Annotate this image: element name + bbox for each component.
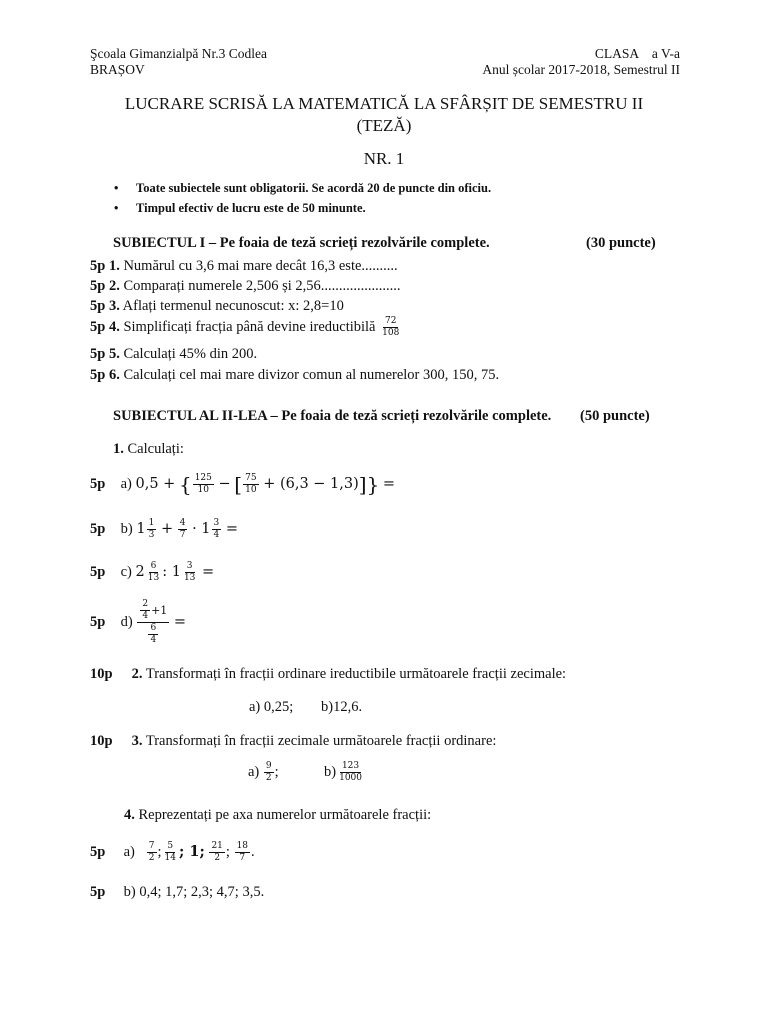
fraction: $\frac{18}{7}$ — [236, 841, 249, 863]
question-1c: 5p c) 2 $\frac{6}{13}$ : 1 $\frac{3}{13}$ = — [90, 561, 215, 583]
rule-item: • Toate subiectele sunt obligatorii. Se acordă 20 de puncte din oficiu. — [114, 181, 492, 195]
question-4: 4. Reprezentați pe axa numerelor următoarele fracții: — [124, 807, 432, 823]
question-4b: 5p b) 0,4; 1,7; 2,3; 4,7; 3,5. — [90, 884, 265, 900]
test-number: NR. 1 — [363, 149, 405, 168]
fraction: $\frac{7}{2}$ — [148, 841, 155, 863]
question-2: 10p 2. Transformați în fracții ordinare ireductibile următoarele fracții zecimale: — [90, 666, 567, 682]
rule-item: • Timpul efectiv de lucru este de 50 minunte. — [114, 201, 366, 215]
fraction: $\frac{3}{4}$ — [213, 518, 220, 540]
question-3-answer-b: b) $\frac{123}{1000}$ — [324, 761, 362, 783]
fraction: $\frac{5}{14}$ — [164, 841, 176, 863]
question-item: 5p 4. Simplificați fracția până devine ireductibilă $\frac{72}{108}$ — [90, 316, 400, 338]
school-name: Şcoala Gimanzialpă Nr.3 Codlea — [90, 46, 267, 61]
subject-1-title: SUBIECTUL I – Pe foaia de teză scrieți rezolvările complete. — [113, 235, 490, 251]
question-2-answer-a: a) 0,25; — [249, 699, 294, 715]
fraction: $\frac{75}{10}$ — [245, 473, 257, 495]
question-item: 5p 3. Aflați termenul necunoscut: x: 2,8=10 — [90, 298, 344, 314]
subject-1-points: (30 puncte) — [586, 235, 656, 251]
question-item: 5p 5. Calculați 45% din 200. — [90, 346, 258, 362]
question-1-heading: 1. Calculați: — [113, 441, 184, 457]
compound-fraction: $\frac{2}{4}$ +1 $\frac{6}{4}$ — [137, 600, 169, 645]
subject-2-title: SUBIECTUL AL II-LEA – Pe foaia de teză scrieți rezolvările complete. — [113, 408, 552, 424]
bracket-close-icon: ] — [358, 472, 367, 497]
fraction: $\frac{123}{1000}$ — [339, 761, 362, 783]
question-1d: 5p d) $\frac{2}{4}$ +1 $\frac{6}{4}$ = — [90, 599, 187, 645]
question-3: 10p 3. Transformați în fracții zecimale următoarele fracții ordinare: — [90, 733, 497, 749]
fraction: $\frac{9}{2}$ — [265, 761, 272, 783]
page-subtitle: (TEZĂ) — [356, 116, 412, 135]
class-label: CLASA a V-a — [594, 46, 680, 61]
fraction: $\frac{3}{13}$ — [183, 561, 196, 583]
fraction: $\frac{1}{3}$ — [148, 518, 155, 540]
brace-open-icon: { — [178, 472, 192, 497]
question-3-answer-a: a) $\frac{9}{2}$ ; — [248, 761, 279, 783]
question-1a: 5p a) 0,5 + { $\frac{125}{10}$ − [ $\frac{75}{10}$ + (6,3 − 1,3)]} = — [90, 472, 396, 497]
page-title: LUCRARE SCRISĂ LA MATEMATICĂ LA SFÂRȘIT DE SEMESTRU II — [124, 94, 644, 113]
question-2-answer-b: b)12,6. — [321, 699, 363, 715]
school-city: BRAȘOV — [90, 62, 145, 77]
question-item: 5p 6. Calculați cel mai mare divizor comun al numerelor 300, 150, 75. — [90, 367, 500, 383]
school-year: Anul școlar 2017-2018, Semestrul II — [482, 62, 680, 77]
subject-2-points: (50 puncte) — [580, 408, 650, 424]
question-4a: 5p a) $\frac{7}{2}$ ; $\frac{5}{14}$ ; 1; $\frac{21}{2}$ ; $\frac{18}{7}$ . — [90, 841, 255, 863]
bracket-open-icon: [ — [234, 472, 243, 497]
question-item: 5p 2. Comparați numerele 2,506 și 2,56...................... — [90, 278, 401, 294]
fraction: $\frac{6}{13}$ — [147, 561, 160, 583]
question-1b: 5p b) 1 $\frac{1}{3}$ + $\frac{4}{7}$ · 1 $\frac{3}{4}$ = — [90, 518, 239, 540]
fraction: $\frac{72}{108}$ — [382, 316, 400, 338]
bullet-icon: • — [114, 181, 119, 195]
fraction: $\frac{21}{2}$ — [211, 841, 223, 863]
bullet-icon: • — [114, 201, 119, 215]
brace-close-icon: } — [366, 472, 380, 497]
fraction: $\frac{4}{7}$ — [179, 518, 186, 540]
fraction: $\frac{125}{10}$ — [194, 473, 212, 495]
question-item: 5p 1. Numărul cu 3,6 mai mare decât 16,3 este.......... — [90, 258, 398, 274]
